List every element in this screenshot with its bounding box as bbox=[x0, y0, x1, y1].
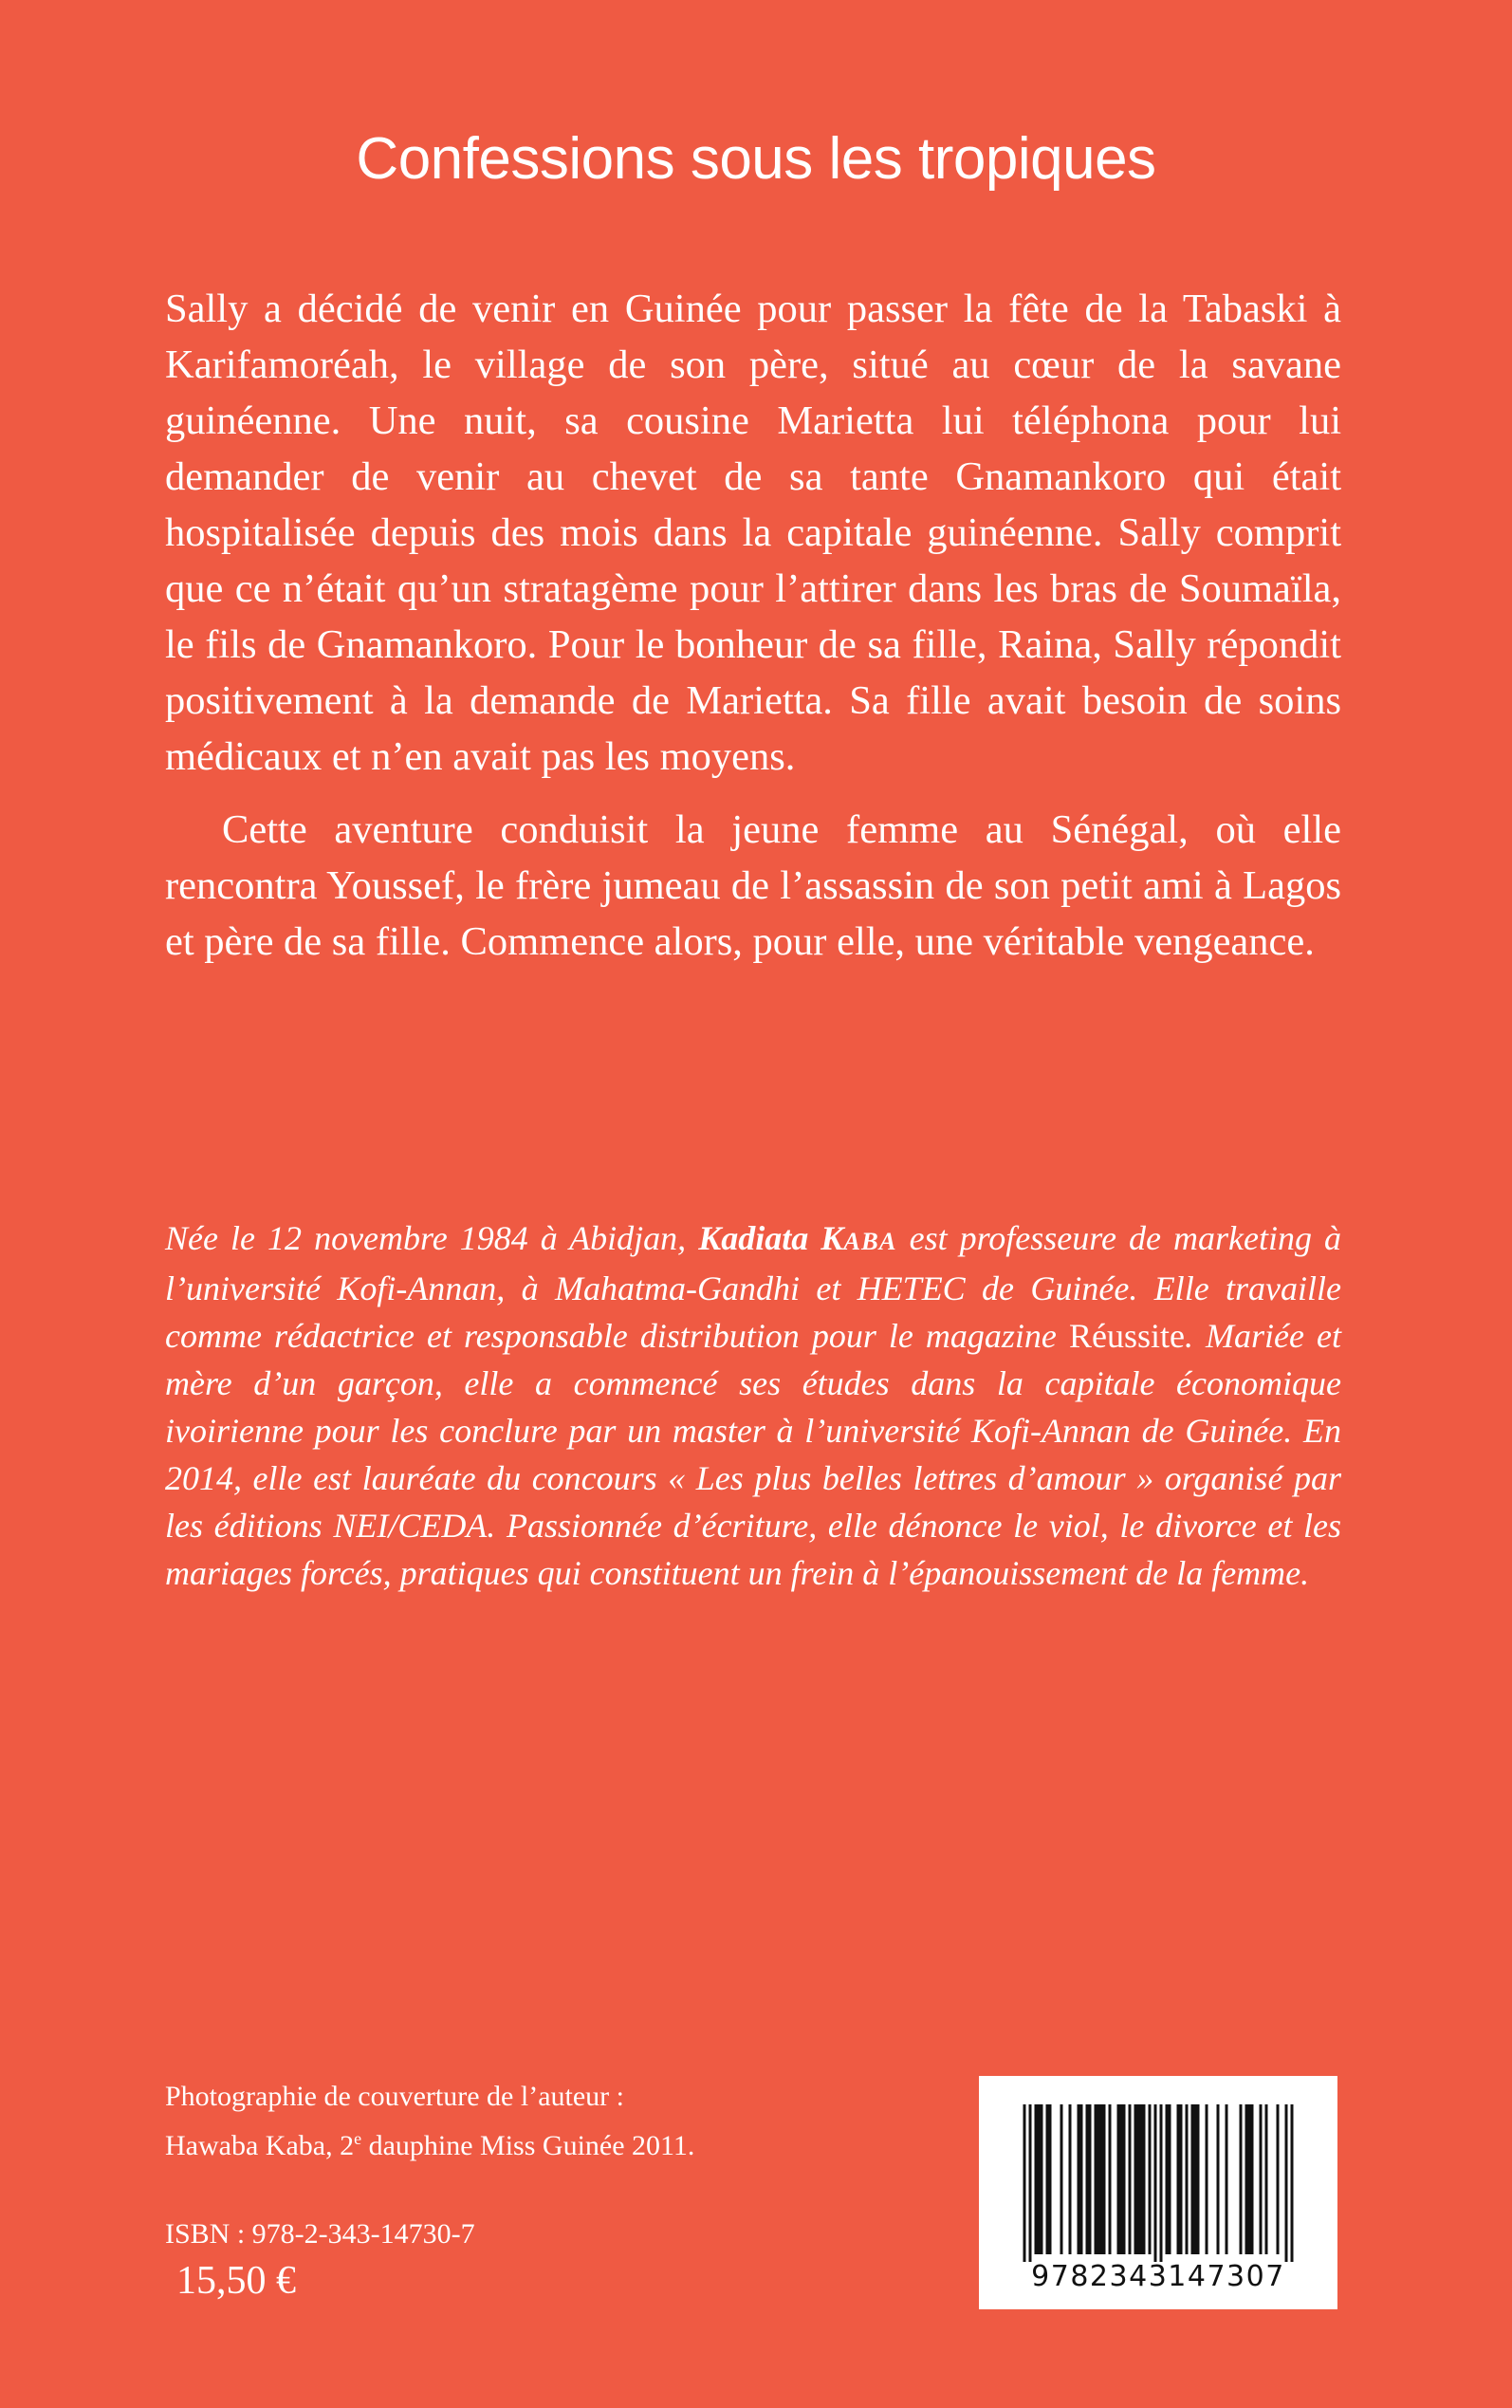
author-name-first: Kadiata K bbox=[698, 1219, 844, 1257]
barcode-bar bbox=[1194, 2104, 1197, 2254]
synopsis bbox=[165, 281, 1341, 970]
barcode-bar bbox=[1169, 2104, 1171, 2254]
bio-text-1: est professeure de marketing à l’université Kofi-Annan, à Mahatma-Gandhi et HETEC de Guinée. Elle travaille comme rédactrice et responsable distribution pour le magazine bbox=[165, 1219, 1341, 1355]
credit-superscript: e bbox=[354, 2129, 362, 2148]
barcode-bar bbox=[1240, 2104, 1243, 2254]
barcode bbox=[979, 2076, 1337, 2309]
bio-text-2: . Mariée et mère d’un garçon, elle a commencé ses études dans la capitale économique ivoirienne pour les conclure par un master à l’université Kofi-Annan de Guinée. En 2014, elle est lauréate du concours « Les plus belles lettres d’amour » organisé par les éditions NEI/CEDA. Passionnée d’écriture, elle dénonce le viol, le divorce et les mariages forcés, pratiques qui constituent un frein à l’épanouissement de la femme. bbox=[165, 1317, 1342, 1592]
synopsis-paragraph-1: Sally a décidé de venir en Guinée pour passer la fête de la Tabaski à Karifamoréah, le village de son père, situé au cœur de la savane guinéenne. Une nuit, sa cousine Marietta lui téléphona pour lui demander de venir au chevet de sa tante Gnamankoro qui était hospitalisée depuis des mois dans la capitale guinéenne. Sally comprit que ce n’était qu’un stratagème pour l’attirer dans les bras de Soumaïla, le fils de Gnamankoro. Pour le bonheur de sa fille, Raina, Sally répondit positivement à la demande de Marietta. Sa fille avait besoin de soins médicaux et n’en avait pas les moyens. bbox=[165, 287, 1341, 779]
barcode-bar bbox=[1251, 2104, 1254, 2254]
barcode-bar bbox=[1038, 2104, 1041, 2254]
barcode-bar bbox=[1060, 2104, 1063, 2254]
isbn: ISBN : 978-2-343-14730-7 bbox=[165, 2218, 475, 2250]
barcode-bar bbox=[1103, 2104, 1106, 2254]
author-name bbox=[698, 1219, 896, 1257]
barcode-digits: 9782343147307 bbox=[1031, 2260, 1285, 2293]
credit-line-2 bbox=[165, 2118, 886, 2167]
barcode-bar bbox=[1041, 2104, 1043, 2254]
barcode-bar bbox=[1248, 2104, 1251, 2254]
barcode-bar bbox=[1123, 2104, 1126, 2254]
barcode-bar bbox=[1035, 2104, 1038, 2254]
barcode-bar bbox=[1069, 2104, 1072, 2254]
barcode-bar bbox=[1260, 2104, 1263, 2254]
barcode-bar bbox=[1029, 2104, 1032, 2262]
synopsis-paragraph-2: Cette aventure conduisit la jeune femme au Sénégal, où elle rencontra Youssef, le frère jumeau de l’assassin de son petit ami à Lagos et père de sa fille. Commence alors, pour elle, une véritable vengeance. bbox=[165, 807, 1341, 964]
barcode-bar bbox=[1089, 2104, 1092, 2254]
barcode-bar bbox=[1291, 2104, 1294, 2262]
barcode-bar bbox=[1120, 2104, 1123, 2254]
barcode-bar bbox=[1137, 2104, 1140, 2254]
author-name-smallcaps: ABA bbox=[843, 1227, 897, 1255]
barcode-bar bbox=[1277, 2104, 1280, 2254]
bio-intro: Née le 12 novembre 1984 à Abidjan, bbox=[165, 1219, 699, 1257]
barcode-bar bbox=[1129, 2104, 1132, 2254]
barcode-bar bbox=[1078, 2104, 1080, 2254]
barcode-bar bbox=[1265, 2104, 1268, 2254]
barcode-bar bbox=[1134, 2104, 1137, 2254]
barcode-bar bbox=[1143, 2104, 1146, 2254]
barcode-bar bbox=[1191, 2104, 1194, 2254]
barcode-bar bbox=[1217, 2104, 1220, 2254]
barcode-bar bbox=[1080, 2104, 1083, 2254]
barcode-bar bbox=[1186, 2104, 1189, 2254]
price: 15,50 € bbox=[176, 2259, 296, 2303]
cover-photo-credit bbox=[165, 2075, 886, 2167]
barcode-bar bbox=[1160, 2104, 1163, 2262]
barcode-bar bbox=[1154, 2104, 1157, 2262]
barcode-bar bbox=[1109, 2104, 1112, 2254]
barcode-bars bbox=[979, 2076, 1337, 2266]
barcode-bar bbox=[1177, 2104, 1180, 2254]
barcode-bar bbox=[1095, 2104, 1097, 2254]
barcode-bar bbox=[1117, 2104, 1120, 2254]
author-bio bbox=[165, 1214, 1341, 1597]
barcode-bar bbox=[1100, 2104, 1103, 2254]
barcode-bar bbox=[1180, 2104, 1183, 2254]
barcode-bar bbox=[1285, 2104, 1288, 2262]
barcode-bar bbox=[1166, 2104, 1169, 2254]
barcode-bar bbox=[1197, 2104, 1200, 2254]
barcode-bar bbox=[1206, 2104, 1208, 2254]
barcode-bar bbox=[1086, 2104, 1089, 2254]
credit-line-1: Photographie de couverture de l’auteur : bbox=[165, 2081, 624, 2112]
barcode-bar bbox=[1097, 2104, 1100, 2254]
barcode-bar bbox=[1049, 2104, 1052, 2254]
barcode-bar bbox=[1245, 2104, 1248, 2254]
credit-line-2-end: dauphine Miss Guinée 2011. bbox=[361, 2130, 695, 2161]
barcode-bar bbox=[1140, 2104, 1143, 2254]
barcode-bar bbox=[1023, 2104, 1026, 2262]
credit-line-2-start: Hawaba Kaba, 2 bbox=[165, 2130, 355, 2161]
barcode-bar bbox=[1226, 2104, 1228, 2254]
barcode-bar bbox=[1149, 2104, 1152, 2254]
barcode-bar bbox=[1046, 2104, 1049, 2254]
book-title: Confessions sous les tropiques bbox=[356, 126, 1156, 192]
magazine-name: Réussite bbox=[1068, 1317, 1185, 1355]
